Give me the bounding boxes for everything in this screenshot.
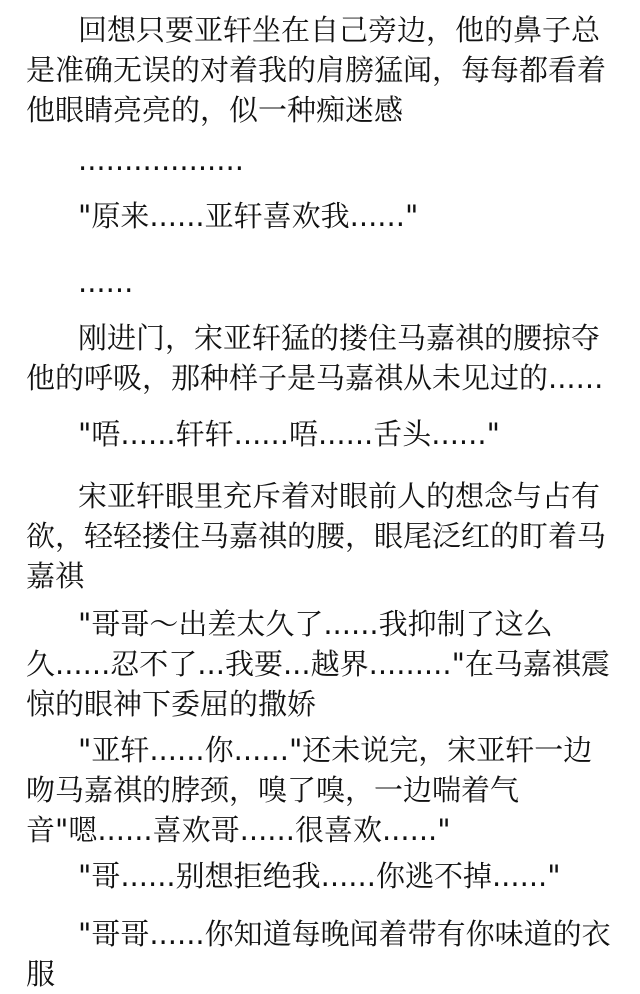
paragraph-dialogue-1: "原来......亚轩喜欢我......"	[78, 199, 419, 233]
paragraph-dialogue-2: "唔......轩轩......唔......舌头......"	[78, 417, 500, 451]
paragraph-1: 回想只要亚轩坐在自己旁边，他的鼻子总是准确无误的对着我的肩膀猛闻，每每都看着他眼睛亮亮的，似一种痴迷感	[26, 13, 607, 127]
paragraph-dialogue-3: "哥哥～出差太久了......我抑制了这么久......忍不了...我要...越界........."在马嘉祺震惊的眼神下委屈的撒娇	[26, 607, 610, 721]
paragraph-ellipsis-short: ......	[78, 265, 134, 299]
paragraph-3: 宋亚轩眼里充斥着对眼前人的想念与占有欲，轻轻搂住马嘉祺的腰，眼尾泛红的盯着马嘉祺	[26, 479, 607, 593]
paragraph-dialogue-5: "哥......别想拒绝我......你逃不掉......"	[78, 859, 561, 893]
paragraph-ellipsis-long: ..................	[78, 143, 244, 177]
paragraph-dialogue-6: "哥哥......你知道每晚闻着带有你味道的衣服	[26, 917, 611, 991]
paragraph-dialogue-4: "亚轩......你......"还未说完，宋亚轩一边吻马嘉祺的脖颈，嗅了嗅，一边喘着气音"嗯......喜欢哥......很喜欢......"	[26, 733, 593, 847]
paragraph-2: 刚进门，宋亚轩猛的搂住马嘉祺的腰掠夺他的呼吸，那种样子是马嘉祺从未见过的......	[26, 321, 604, 395]
